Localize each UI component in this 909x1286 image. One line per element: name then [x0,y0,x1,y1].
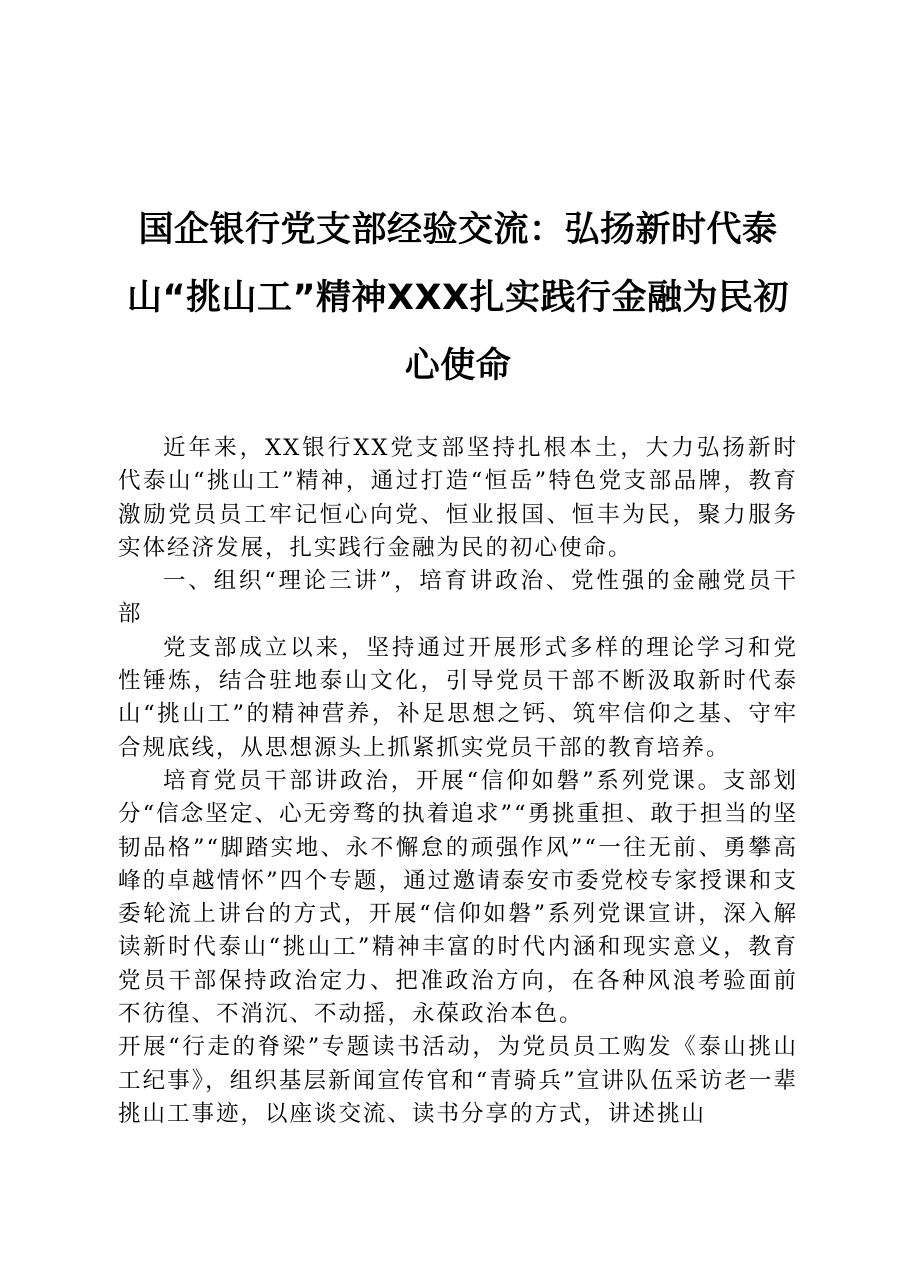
section-heading-1: 一、组织“理论三讲”，培育讲政治、党性强的金融党员干部 [118,568,798,628]
document-body [118,432,798,1131]
paragraph-reading-activity: 开展“行走的脊梁”专题读书活动，为党员员工购发《泰山挑山工纪事》，组织基层新闻宣传官和“青骑兵”宣讲队伍采访老一辈挑山工事迹，以座谈交流、读书分享的方式，讲述挑山 [118,1034,798,1127]
paragraph-party-lecture: 培育党员干部讲政治，开展“信仰如磐”系列党课。支部划分“信念坚定、心无旁骛的执着追求”“勇挑重担、敢于担当的坚韧品格”“脚踏实地、永不懈怠的顽强作风”“一往无前、勇攀高峰的卓越情怀”四个专题，通过邀请泰安市委党校专家授课和支委轮流上讲台的方式，开展“信仰如磐”系列党课宣讲，深入解读新时代泰山“挑山工”精神丰富的时代内涵和现实意义，教育党员干部保持政治定力、把准政治方向，在各种风浪考验面前不彷徨、不消沉、不动摇，永葆政治本色。 [118,767,798,1028]
paragraph-section-1-intro: 党支部成立以来，坚持通过开展形式多样的理论学习和党性锤炼，结合驻地泰山文化，引导党员干部不断汲取新时代泰山“挑山工”的精神营养，补足思想之钙、筑牢信仰之基、守牢合规底线，从思想源头上抓紧抓实党员干部的教育培养。 [118,634,798,761]
paragraph-intro: 近年来，XX银行XX党支部坚持扎根本土，大力弘扬新时代泰山“挑山工”精神，通过打造“恒岳”特色党支部品牌，教育激励党员员工牢记恒心向党、恒业报国、恒丰为民，聚力服务实体经济发展，扎实践行金融为民的初心使命。 [118,435,798,561]
document-title: 国企银行党支部经验交流：弘扬新时代泰山“挑山工”精神XXX扎实践行金融为民初心使命 [127,210,789,386]
